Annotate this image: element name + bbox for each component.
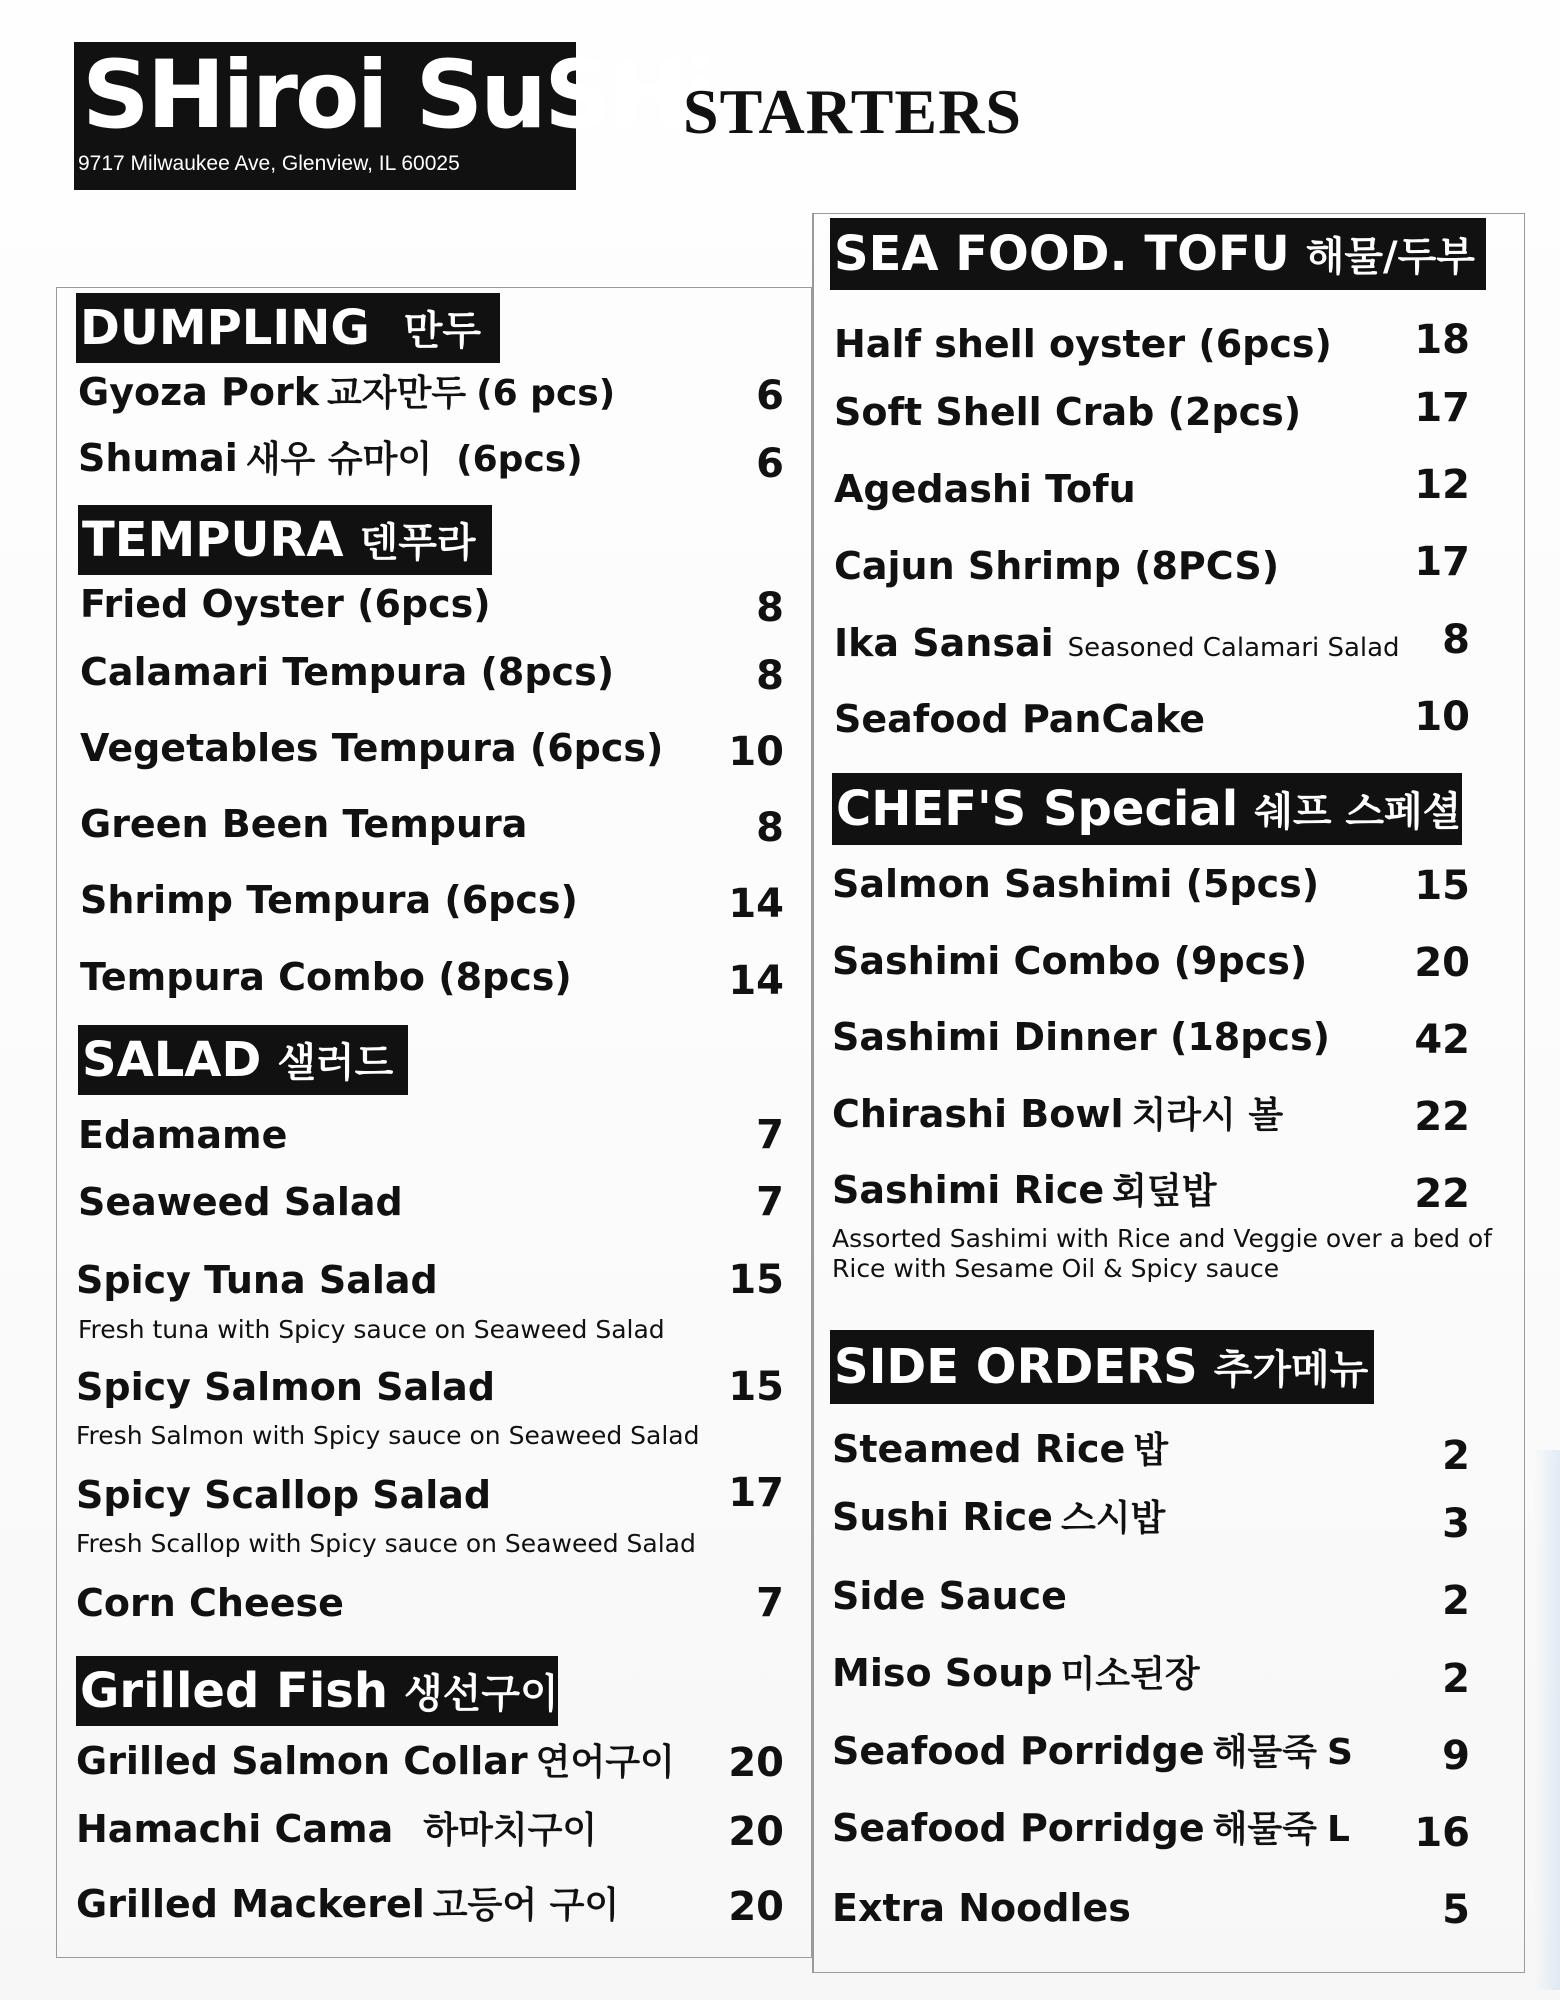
- item-price: 7: [756, 1179, 784, 1225]
- item-price: 20: [728, 1740, 784, 1786]
- menu-item: [832, 1425, 1168, 1475]
- item-name-ko: 밥: [1133, 1430, 1169, 1471]
- section-title-ko: 샐러드: [277, 1040, 394, 1086]
- item-name: Gyoza Pork: [78, 370, 320, 414]
- section-header-grilled-fish: [76, 1656, 558, 1726]
- item-price: 14: [728, 958, 784, 1004]
- item-name: Steamed Rice: [832, 1427, 1126, 1471]
- menu-item: [78, 368, 615, 418]
- item-qty: (6 pcs): [476, 373, 616, 414]
- item-name-ko: 교자만두: [327, 373, 467, 414]
- logo-address: 9717 Milwaukee Ave, Glenview, IL 60025: [78, 152, 460, 175]
- section-header-dumpling: [76, 293, 500, 363]
- menu-item: [78, 434, 583, 484]
- section-title-ko: 덴푸라: [359, 520, 476, 566]
- item-name-ko: 스시밥: [1060, 1498, 1166, 1539]
- item-name: Seafood Porridge: [832, 1729, 1205, 1773]
- item-price: 7: [756, 1112, 784, 1158]
- menu-item: Tempura Combo (8pcs): [80, 955, 572, 999]
- item-price: 7: [756, 1580, 784, 1626]
- menu-item: [832, 1090, 1283, 1140]
- menu-item: Seafood PanCake: [834, 697, 1206, 741]
- menu-item: [76, 1805, 597, 1855]
- menu-item: Soft Shell Crab (2pcs): [834, 390, 1302, 434]
- section-title-ko: 만두: [403, 308, 482, 354]
- item-price: 18: [1414, 317, 1470, 363]
- menu-item: Side Sauce: [832, 1574, 1067, 1618]
- menu-item: [834, 619, 1400, 672]
- item-size: S: [1326, 1732, 1353, 1773]
- menu-item: Sashimi Dinner (18pcs): [832, 1015, 1330, 1059]
- section-title-ko: 해물/두부: [1305, 234, 1475, 280]
- menu-item: Seaweed Salad: [78, 1180, 403, 1224]
- item-description: Fresh Salmon with Spicy sauce on Seaweed Salad: [76, 1421, 700, 1450]
- item-size: L: [1326, 1809, 1350, 1850]
- item-name: Sushi Rice: [832, 1495, 1053, 1539]
- item-name-ko: 해물죽: [1212, 1809, 1317, 1850]
- menu-item: [76, 1880, 619, 1930]
- item-name: Shumai: [78, 436, 238, 480]
- section-title-en: SIDE ORDERS: [834, 1339, 1198, 1395]
- menu-item: [832, 1649, 1200, 1699]
- section-title-en: TEMPURA: [82, 512, 344, 568]
- item-price: 14: [728, 881, 784, 927]
- item-price: 22: [1414, 1094, 1470, 1140]
- item-name-ko: 연어구이: [535, 1742, 675, 1783]
- menu-item: [832, 1727, 1353, 1777]
- item-name: Grilled Salmon Collar: [76, 1739, 528, 1783]
- item-price: 2: [1442, 1578, 1470, 1624]
- item-name: Hamachi Cama: [76, 1807, 394, 1851]
- section-title-en: DUMPLING: [80, 300, 370, 356]
- section-title-ko: 생선구이: [404, 1671, 559, 1717]
- item-price: 8: [756, 805, 784, 851]
- item-name-ko: 해물죽: [1212, 1732, 1317, 1773]
- section-header-tempura: [78, 505, 492, 575]
- item-name: Sashimi Rice: [832, 1168, 1105, 1212]
- item-price: 20: [1414, 940, 1470, 986]
- menu-item: Agedashi Tofu: [834, 467, 1136, 511]
- menu-item: Half shell oyster (6pcs): [834, 322, 1332, 366]
- item-price: 2: [1442, 1433, 1470, 1479]
- item-price: 16: [1414, 1810, 1470, 1856]
- section-title-en: SALAD: [82, 1032, 262, 1088]
- section-header-seafood-tofu: [830, 218, 1486, 290]
- item-name-ko: 치라시 볼: [1131, 1095, 1284, 1136]
- item-price: 17: [1414, 385, 1470, 431]
- menu-item: [832, 1804, 1350, 1854]
- menu-item: Corn Cheese: [76, 1581, 344, 1625]
- item-price: 20: [728, 1884, 784, 1930]
- item-price: 42: [1414, 1017, 1470, 1063]
- menu-item: Spicy Salmon Salad: [76, 1365, 496, 1409]
- restaurant-logo: [74, 41, 714, 190]
- page-title: STARTERS: [683, 76, 1022, 147]
- menu-item: Green Been Tempura: [80, 802, 528, 846]
- item-description: Rice with Sesame Oil & Spicy sauce: [832, 1254, 1280, 1283]
- item-price: 5: [1442, 1887, 1470, 1933]
- item-price: 12: [1414, 462, 1470, 508]
- item-description: Assorted Sashimi with Rice and Veggie over a bed of: [832, 1224, 1493, 1253]
- section-title-en: CHEF'S Special: [836, 781, 1239, 837]
- item-price: 8: [756, 585, 784, 631]
- item-price: 10: [1414, 694, 1470, 740]
- item-price: 2: [1442, 1656, 1470, 1702]
- item-price: 8: [756, 653, 784, 699]
- item-price: 9: [1442, 1733, 1470, 1779]
- item-price: 17: [728, 1470, 784, 1516]
- item-name: Chirashi Bowl: [832, 1092, 1124, 1136]
- menu-item: Cajun Shrimp (8PCS): [834, 544, 1280, 588]
- item-price: 22: [1414, 1171, 1470, 1217]
- item-name-ko: 새우 슈마이: [245, 439, 433, 480]
- section-header-side-orders: [830, 1330, 1374, 1404]
- menu-item: Calamari Tempura (8pcs): [80, 650, 615, 694]
- menu-item: Edamame: [78, 1113, 288, 1157]
- section-header-chefs-special: [832, 773, 1462, 845]
- menu-item: Extra Noodles: [832, 1886, 1131, 1930]
- item-price: 8: [1442, 617, 1470, 663]
- menu-item: [76, 1737, 675, 1787]
- page-edge-shadow: [1534, 1450, 1560, 1990]
- menu-item: Shrimp Tempura (6pcs): [80, 878, 578, 922]
- menu-item: Vegetables Tempura (6pcs): [80, 726, 664, 770]
- item-price: 3: [1442, 1501, 1470, 1547]
- item-name: Ika Sansai: [834, 621, 1054, 665]
- item-name: Grilled Mackerel: [76, 1882, 425, 1926]
- item-price: 15: [1414, 863, 1470, 909]
- item-price: 17: [1414, 539, 1470, 585]
- item-name-ko: 하마치구이: [423, 1810, 598, 1851]
- menu-item: Spicy Scallop Salad: [76, 1473, 492, 1517]
- item-description: Fresh tuna with Spicy sauce on Seaweed Salad: [78, 1315, 665, 1344]
- section-title-en: SEA FOOD. TOFU: [834, 226, 1290, 282]
- item-name-ko: 고등어 구이: [432, 1885, 620, 1926]
- item-price: 10: [728, 729, 784, 775]
- menu-item: [832, 1493, 1165, 1543]
- item-subtitle: Seasoned Calamari Salad: [1067, 633, 1400, 663]
- section-header-salad: [78, 1025, 408, 1095]
- menu-item: Sashimi Combo (9pcs): [832, 939, 1308, 983]
- section-title-en: Grilled Fish: [80, 1663, 389, 1719]
- menu-item: [832, 1166, 1216, 1216]
- section-title-ko: 쉐프 스페셜: [1254, 789, 1462, 835]
- item-description: Fresh Scallop with Spicy sauce on Seaweed Salad: [76, 1529, 696, 1558]
- section-title-ko: 추가메뉴: [1213, 1347, 1369, 1393]
- item-name: Miso Soup: [832, 1651, 1053, 1695]
- logo-name: SHiroi SuSHi: [82, 41, 714, 150]
- item-price: 15: [728, 1257, 784, 1303]
- menu-item: Salmon Sashimi (5pcs): [832, 862, 1320, 906]
- item-price: 20: [728, 1809, 784, 1855]
- item-price: 15: [728, 1364, 784, 1410]
- item-name-ko: 미소된장: [1060, 1654, 1200, 1695]
- menu-item: Spicy Tuna Salad: [76, 1258, 438, 1302]
- item-price: 6: [756, 373, 784, 419]
- item-price: 6: [756, 441, 784, 487]
- item-name: Seafood Porridge: [832, 1806, 1205, 1850]
- item-name-ko: 회덮밥: [1112, 1171, 1217, 1212]
- item-qty: (6pcs): [456, 439, 583, 480]
- menu-item: Fried Oyster (6pcs): [80, 582, 491, 626]
